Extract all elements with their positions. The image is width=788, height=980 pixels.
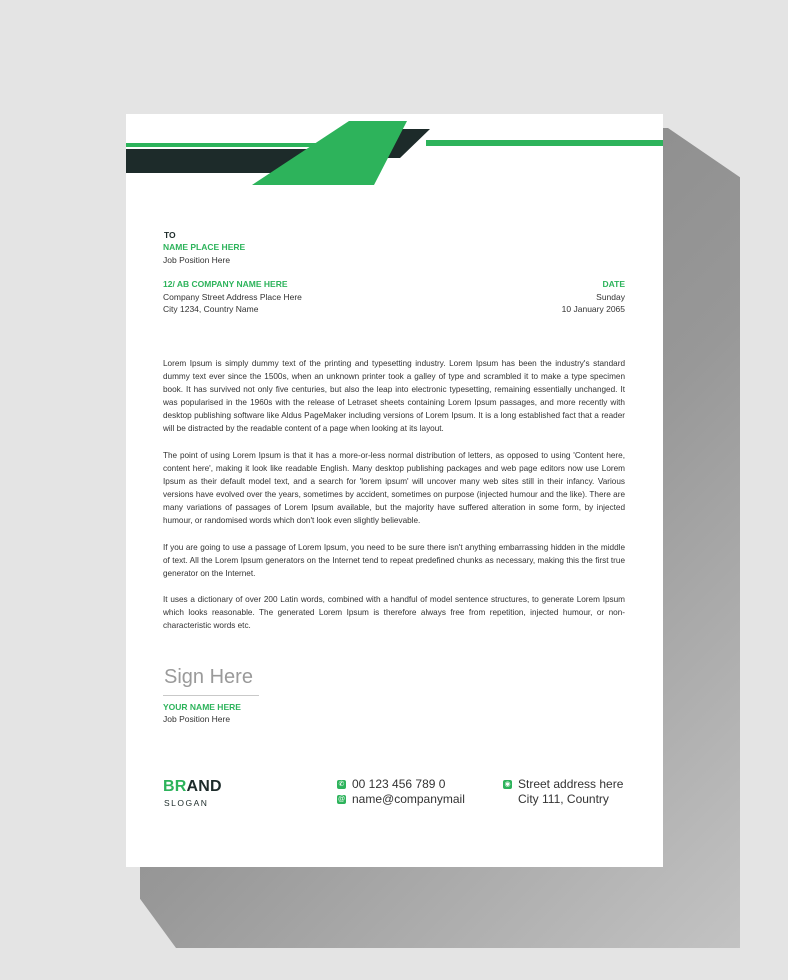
recipient-position: Job Position Here <box>163 255 231 265</box>
letterhead-page <box>126 114 663 867</box>
at-icon: @ <box>337 796 346 803</box>
signer-position: Job Position Here <box>163 714 231 724</box>
to-label: TO <box>164 230 176 240</box>
company-street: Company Street Address Place Here <box>163 292 302 302</box>
location-pin-icon: ◉ <box>504 781 511 788</box>
brand-logo <box>163 778 222 796</box>
date-label: DATE <box>602 279 625 289</box>
contact-phone: 00 123 456 789 0 <box>352 777 446 791</box>
date-day: Sunday <box>596 292 625 302</box>
signature-line <box>163 695 259 696</box>
header-right-green-line <box>426 140 663 146</box>
phone-icon: ✆ <box>338 781 345 788</box>
contact-email: name@companymail <box>352 792 465 806</box>
company-city: City 1234, Country Name <box>163 304 259 314</box>
brand-logo-dark: AND <box>186 778 222 795</box>
signer-name: YOUR NAME HERE <box>163 702 241 712</box>
body-paragraph-4: It uses a dictionary of over 200 Latin words, combined with a handful of model sentence structures, to generate Lorem Ipsum which looks reasonable. The generated Lorem Ipsum is therefore always free from repetition, injected humour, or non-characteristic words etc. <box>163 595 625 630</box>
brand-slogan: SLOGAN <box>164 798 209 808</box>
body-paragraph-1: Lorem Ipsum is simply dummy text of the printing and typesetting industry. Lorem Ipsum has been the industry's standard dummy text ever since the 1500s, when an unknown printer took a galley of type and scrambled it to make a type specimen book. It has survived not only five centuries, but also the leap into electronic typesetting, remaining essentially unchanged. It was popularised in the 1960s with the release of Letraset sheets containing Lorem Ipsum passages, and more recently with desktop publishing software like Aldus PageMaker including versions of Lorem Ipsum. It is a long established fact that a reader will be distracted by the readable content of a page when looking at its layout. <box>163 359 625 433</box>
company-name: 12/ AB COMPANY NAME HERE <box>163 279 288 289</box>
brand-logo-green: BR <box>163 778 187 795</box>
contact-street: Street address here <box>518 777 624 791</box>
body-paragraph-2: The point of using Lorem Ipsum is that it has a more-or-less normal distribution of letters, as opposed to using 'Content here, content here', making it look like readable English. Many desktop publishing packages and web page editors now use Lorem Ipsum as their default model text, and a search for 'lorem ipsum' will uncover many web sites still in their infancy. Various versions have evolved over the years, sometimes by accident, sometimes on purpose (injected humour and the like). There are many variations of passages of Lorem Ipsum available, but the majority have suffered alteration in some form, by injected humour, or randomised words which don't look even slightly believable. <box>163 451 625 525</box>
body-paragraph-3: If you are going to use a passage of Lorem Ipsum, you need to be sure there isn't anything embarrassing hidden in the middle of text. All the Lorem Ipsum generators on the Internet tend to repeat predefined chunks as necessary, making this the first true generator on the Internet. <box>163 543 625 578</box>
date-value: 10 January 2065 <box>561 304 625 314</box>
recipient-name: NAME PLACE HERE <box>163 242 246 252</box>
contact-city: City 111, Country <box>518 792 609 806</box>
signature-placeholder: Sign Here <box>164 666 253 688</box>
header-graphic <box>126 114 663 194</box>
